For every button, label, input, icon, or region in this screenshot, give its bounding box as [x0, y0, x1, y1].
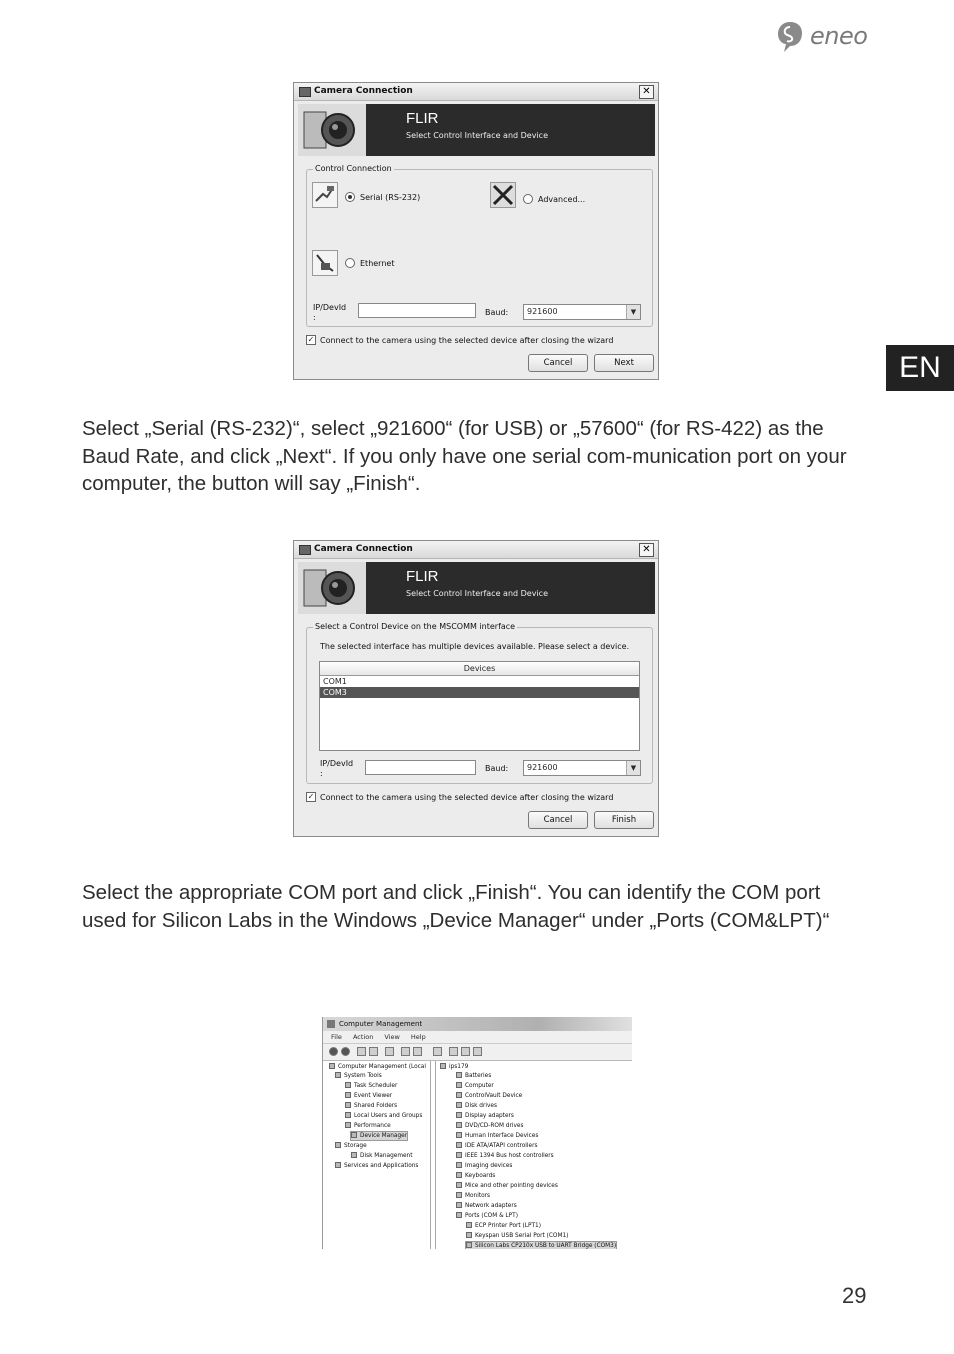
chevron-down-icon[interactable]: ▼: [626, 305, 640, 319]
camera-connection-dialog-1: [293, 82, 659, 380]
menu-bar: [323, 1031, 632, 1044]
tree-item[interactable]: Display adapters: [456, 1112, 514, 1120]
monitor-icon: [456, 1192, 462, 1198]
port-icon: [466, 1222, 472, 1228]
group-label: Select a Control Device on the MSCOMM interface: [315, 622, 516, 631]
tree-item[interactable]: Services and Applications: [335, 1162, 418, 1170]
tree-item[interactable]: Event Viewer: [345, 1092, 392, 1100]
ide-icon: [456, 1142, 462, 1148]
tree-item[interactable]: IDE ATA/ATAPI controllers: [456, 1142, 538, 1150]
connect-label: Connect to the camera using the selected device after closing the wizard: [320, 793, 614, 802]
connect-checkbox[interactable]: ✓: [307, 335, 315, 344]
scan-hardware-icon[interactable]: [433, 1047, 442, 1056]
tree-item[interactable]: Network adapters: [456, 1202, 517, 1210]
computer-icon: [329, 1063, 335, 1069]
storage-icon: [335, 1142, 341, 1148]
camera-icon: [299, 545, 311, 555]
banner-subtitle: Select Control Interface and Device: [406, 131, 548, 140]
wizard-banner: [298, 562, 655, 614]
baud-select[interactable]: [523, 760, 641, 776]
users-icon: [345, 1112, 351, 1118]
baud-select[interactable]: [523, 304, 641, 320]
tree-item[interactable]: Storage: [335, 1142, 367, 1150]
ip-devid-colon: :: [313, 313, 316, 322]
properties-icon[interactable]: [385, 1047, 394, 1056]
computer-management-icon: [327, 1020, 335, 1028]
port-icon: [456, 1212, 462, 1218]
camera-image: [298, 104, 366, 156]
tree-item[interactable]: Performance: [345, 1122, 391, 1130]
performance-icon: [345, 1122, 351, 1128]
brand-name: eneo: [810, 22, 868, 50]
up-icon[interactable]: [357, 1047, 366, 1056]
device-icon: [456, 1092, 462, 1098]
tree-item[interactable]: Disk drives: [456, 1102, 497, 1110]
cancel-button[interactable]: Cancel: [528, 354, 588, 372]
menu-file[interactable]: File: [331, 1033, 342, 1041]
control-device-group: [306, 622, 653, 784]
close-icon[interactable]: ✕: [639, 85, 654, 99]
display-icon: [456, 1112, 462, 1118]
disable-icon[interactable]: [473, 1047, 482, 1056]
serial-cable-icon: [312, 182, 338, 208]
mouse-icon: [456, 1182, 462, 1188]
page-number: 29: [842, 1283, 867, 1308]
computer-icon: [440, 1063, 446, 1069]
ethernet-label: Ethernet: [360, 259, 395, 268]
firewire-icon: [456, 1152, 462, 1158]
show-hide-tree-icon[interactable]: [369, 1047, 378, 1056]
tree-item[interactable]: Human Interface Devices: [456, 1132, 538, 1140]
eneo-logo-icon: [776, 20, 804, 54]
disk-icon: [351, 1152, 357, 1158]
list-item-selected[interactable]: COM3: [320, 687, 639, 698]
tree-item[interactable]: Imaging devices: [456, 1162, 512, 1170]
tree-item[interactable]: System Tools: [335, 1072, 382, 1080]
update-driver-icon[interactable]: [449, 1047, 458, 1056]
serial-label: Serial (RS-232): [360, 193, 421, 202]
ip-devid-input[interactable]: [358, 303, 476, 318]
folder-icon: [345, 1102, 351, 1108]
console-tree: [327, 1061, 431, 1249]
tree-item[interactable]: Keyboards: [456, 1172, 495, 1180]
uninstall-icon[interactable]: [461, 1047, 470, 1056]
menu-action[interactable]: Action: [352, 1033, 374, 1041]
help-icon[interactable]: [401, 1047, 410, 1056]
back-icon[interactable]: [329, 1047, 338, 1056]
camera-connection-dialog-2: [293, 540, 659, 837]
tools-icon: [490, 182, 516, 208]
camera-image: [298, 562, 366, 614]
connect-label: Connect to the camera using the selected device after closing the wizard: [320, 336, 614, 345]
tree-item[interactable]: ControlVault Device: [456, 1092, 522, 1100]
tree-item[interactable]: ips179: [440, 1063, 468, 1071]
chevron-down-icon[interactable]: ▼: [626, 761, 640, 775]
cancel-button[interactable]: Cancel: [528, 811, 588, 829]
tree-item[interactable]: DVD/CD-ROM drives: [456, 1122, 523, 1130]
toolbar: [323, 1044, 632, 1061]
services-icon: [335, 1162, 341, 1168]
device-manager-icon: [351, 1132, 357, 1138]
computer-icon: [456, 1082, 462, 1088]
tree-item[interactable]: IEEE 1394 Bus host controllers: [456, 1152, 554, 1160]
port-icon: [466, 1242, 472, 1248]
tree-item[interactable]: Computer Management (Local: [329, 1063, 426, 1071]
ip-devid-input[interactable]: [365, 760, 476, 775]
tree-item[interactable]: Batteries: [456, 1072, 491, 1080]
computer-management-window: [322, 1017, 632, 1249]
menu-view[interactable]: View: [384, 1033, 400, 1041]
tree-item[interactable]: Computer: [456, 1082, 494, 1090]
tree-item[interactable]: Shared Folders: [345, 1102, 397, 1110]
serial-radio[interactable]: [345, 192, 355, 202]
window-title-bar: [323, 1017, 632, 1031]
menu-help[interactable]: Help: [410, 1033, 426, 1041]
advanced-radio[interactable]: [523, 194, 533, 204]
disk-icon: [456, 1102, 462, 1108]
baud-value: 921600: [527, 307, 558, 316]
clock-icon: [345, 1082, 351, 1088]
keyboard-icon: [456, 1172, 462, 1178]
tree-item[interactable]: Monitors: [456, 1192, 490, 1200]
ip-devid-label: IP/DevId: [320, 759, 354, 768]
control-connection-group: [306, 164, 653, 327]
instruction-paragraph-2: Select the appropriate COM port and click „Finish“. You can identify the COM port used for Silicon Labs in the Windows „Device Manager“ under „Ports (COM&LPT)“: [82, 881, 830, 932]
tree-item[interactable]: Disk Management: [351, 1152, 412, 1160]
ip-devid-label: IP/DevId: [313, 303, 347, 312]
tree-item[interactable]: Keyspan USB Serial Port (COM1): [466, 1232, 568, 1240]
baud-label: Baud:: [485, 308, 509, 317]
port-icon: [466, 1232, 472, 1238]
tree-item-selected[interactable]: Device Manager: [351, 1132, 407, 1140]
connect-checkbox[interactable]: ✓: [307, 792, 315, 801]
battery-icon: [456, 1072, 462, 1078]
camera-icon: [299, 87, 311, 97]
eneo-logo: [776, 20, 876, 56]
tree-item[interactable]: Local Users and Groups: [345, 1112, 422, 1120]
camera-icon: [456, 1162, 462, 1168]
instruction-paragraph-1: Select „Serial (RS-232)“, select „921600“ (for USB) or „57600“ (for RS-422) as the Baud Rate, and click „Next“. If you only have one serial com-munication port on your computer, the button will say „Finish“.: [82, 417, 847, 495]
banner-title: FLIR: [406, 110, 439, 127]
ip-devid-colon: :: [320, 769, 323, 778]
device-tree: [435, 1061, 632, 1249]
dvd-icon: [456, 1122, 462, 1128]
tree-item[interactable]: ECP Printer Port (LPT1): [466, 1222, 541, 1230]
dialog-title: Camera Connection: [314, 544, 413, 554]
devices-list[interactable]: [319, 661, 640, 751]
tree-item-selected[interactable]: Silicon Labs CP210x USB to UART Bridge (COM3): [466, 1242, 616, 1249]
language-tab: EN: [886, 345, 954, 391]
view-icon[interactable]: [413, 1047, 422, 1056]
tools-icon: [335, 1072, 341, 1078]
devices-header: Devices: [320, 662, 639, 676]
banner-subtitle: Select Control Interface and Device: [406, 589, 548, 598]
baud-value: 921600: [527, 763, 558, 772]
window-title: Computer Management: [339, 1020, 423, 1028]
next-button[interactable]: Next: [594, 354, 654, 372]
tree-item[interactable]: Mice and other pointing devices: [456, 1182, 558, 1190]
advanced-label: Advanced...: [538, 195, 586, 204]
close-icon[interactable]: ✕: [639, 543, 654, 557]
forward-icon[interactable]: [341, 1047, 350, 1056]
dialog-title-bar: [294, 541, 658, 559]
ethernet-cable-icon: [312, 250, 338, 276]
ethernet-radio[interactable]: [345, 258, 355, 268]
list-item[interactable]: COM1: [323, 677, 347, 686]
tree-item[interactable]: Ports (COM & LPT): [456, 1212, 518, 1220]
event-log-icon: [345, 1092, 351, 1098]
finish-button[interactable]: Finish: [594, 811, 654, 829]
tree-item[interactable]: Task Scheduler: [345, 1082, 397, 1090]
dialog-title: Camera Connection: [314, 86, 413, 96]
baud-label: Baud:: [485, 764, 509, 773]
network-icon: [456, 1202, 462, 1208]
info-text: The selected interface has multiple devices available. Please select a device.: [320, 642, 630, 651]
dialog-title-bar: [294, 83, 658, 101]
hid-icon: [456, 1132, 462, 1138]
wizard-banner: [298, 104, 655, 156]
group-label: Control Connection: [315, 164, 392, 173]
banner-title: FLIR: [406, 568, 439, 585]
